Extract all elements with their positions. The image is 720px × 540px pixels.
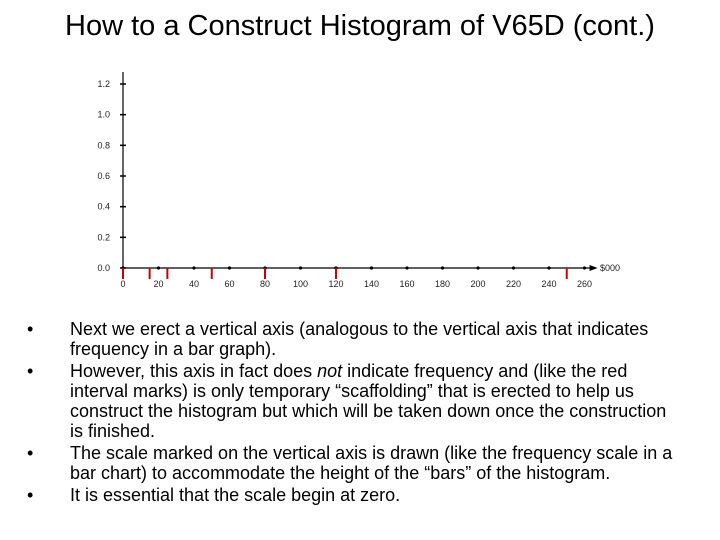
x-tick-mark (157, 266, 160, 269)
x-tick-label: 0 (120, 279, 126, 289)
x-tick-label: 80 (259, 279, 271, 289)
x-tick-label: 220 (505, 279, 522, 289)
x-tick-label: 180 (434, 279, 451, 289)
x-tick-mark (192, 266, 195, 269)
bullet-dot-icon: • (27, 361, 34, 381)
x-tick-mark (441, 266, 444, 269)
x-tick-mark (405, 266, 408, 269)
bullet-item (27, 443, 677, 483)
x-tick-mark (299, 266, 302, 269)
x-tick-mark (476, 266, 479, 269)
x-axis-arrow (590, 265, 598, 271)
y-tick-label: 0.4 (97, 201, 110, 212)
x-tick-label: 260 (576, 279, 593, 289)
y-tick-label: 0.0 (97, 263, 110, 273)
x-tick-mark (228, 266, 231, 269)
y-tick-label: 1.2 (97, 79, 110, 89)
x-tick-label: 60 (224, 279, 235, 289)
slide-title: How to a Construct Histogram of V65D (cont.) (65, 10, 655, 42)
y-tick-label: 0.6 (97, 171, 110, 181)
x-tick-label: 120 (328, 279, 344, 289)
x-tick-label: 100 (292, 279, 309, 289)
x-tick-label: 40 (188, 279, 200, 289)
bullet-item (27, 361, 677, 441)
bullet-item (27, 485, 677, 505)
x-tick-label: 160 (399, 279, 415, 289)
x-tick-label: 200 (470, 279, 486, 289)
bullet-dot-icon: • (27, 319, 34, 339)
x-tick-mark (583, 266, 586, 269)
y-tick-label: 0.2 (97, 232, 110, 243)
x-tick-mark (370, 266, 373, 269)
x-tick-label: 240 (541, 279, 557, 289)
bullet-text-emphasis: not (317, 361, 343, 381)
bullet-dot-icon: • (27, 485, 34, 505)
bullet-text: indicate frequency and (like the red interval marks) is only temporary “scaffolding” that is erected to help us construct the histogram but which will be taken down once the construction is finished. (70, 361, 667, 441)
x-tick-mark (547, 266, 550, 269)
x-tick-mark (512, 266, 515, 269)
x-unit-label: $000 (599, 263, 621, 273)
y-tick-label: 1.0 (97, 109, 110, 120)
bullet-text: It is essential that the scale begin at zero. (70, 485, 401, 505)
bullet-list (27, 319, 677, 507)
bullet-dot-icon: • (27, 443, 34, 463)
y-tick-label: 0.8 (97, 140, 110, 151)
bullet-text: However, this axis in fact does (70, 361, 318, 381)
x-tick-label: 140 (363, 279, 380, 289)
bullet-text: The scale marked on the vertical axis is drawn (like the frequency scale in a bar chart) to accommodate the height of the “bars” of the histogram. (70, 443, 673, 483)
x-tick-label: 20 (153, 279, 164, 289)
bullet-text: Next we erect a vertical axis (analogous to the vertical axis that indicates frequency in a bar graph). (70, 319, 649, 359)
bullet-item (27, 319, 677, 359)
